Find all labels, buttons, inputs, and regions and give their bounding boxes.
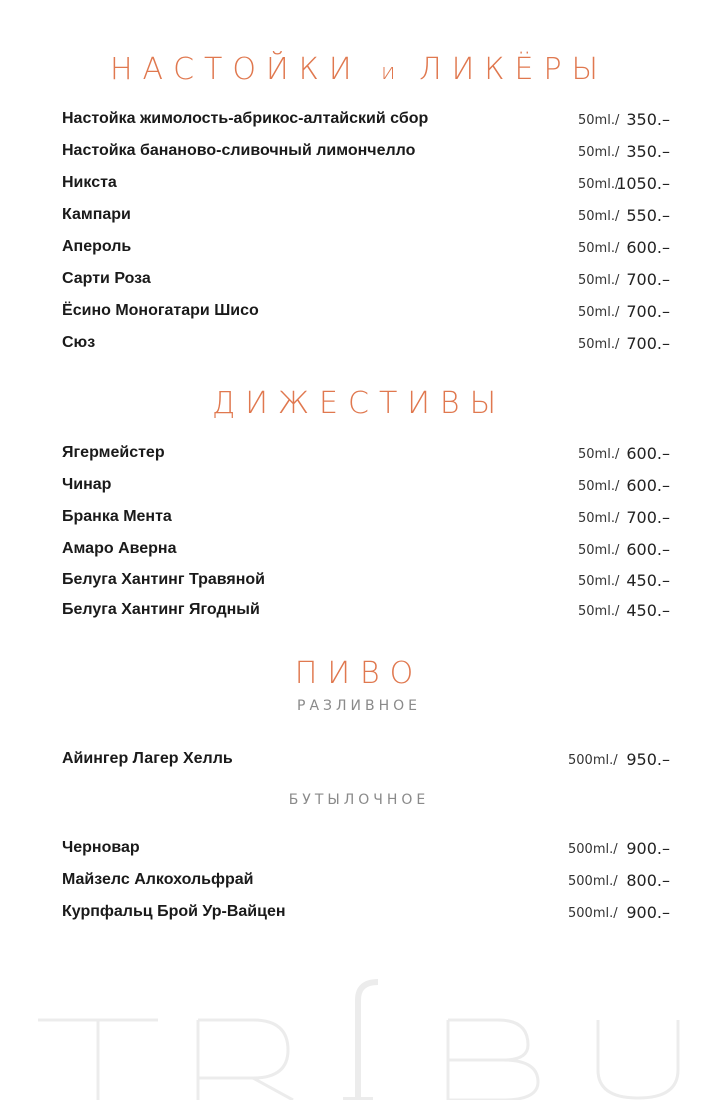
item-volume: 50ml./	[578, 479, 620, 494]
item-volume: 50ml./	[578, 273, 620, 288]
item-name: Никста	[62, 174, 117, 191]
item-price: 700.–	[626, 270, 670, 289]
item-price: 700.–	[626, 508, 670, 527]
item-price: 600.–	[626, 444, 670, 463]
menu-item	[62, 270, 670, 292]
item-name: Амаро Аверна	[62, 540, 177, 557]
item-volume: 50ml./	[578, 511, 620, 526]
item-name: Белуга Хантинг Травяной	[62, 571, 266, 588]
item-price: 700.–	[626, 334, 670, 353]
item-name: Кампари	[62, 206, 131, 223]
menu-item	[62, 750, 670, 772]
item-price: 1050.–	[616, 174, 670, 193]
item-name: Настойка бананово-сливочный лимончелло	[62, 142, 416, 159]
item-price: 350.–	[626, 142, 670, 161]
item-price: 700.–	[626, 302, 670, 321]
item-volume: 500ml./	[568, 842, 618, 857]
subtitle-bottled: БУТЫЛОЧНОЕ	[288, 792, 430, 808]
item-volume: 50ml./	[578, 241, 620, 256]
item-name: Чинар	[62, 476, 112, 493]
item-volume: 50ml./	[578, 209, 620, 224]
item-name: Курпфальц Брой Ур-Вайцен	[62, 903, 286, 920]
menu-item	[62, 571, 670, 593]
menu-item	[62, 142, 670, 164]
menu-item	[62, 476, 670, 498]
item-volume: 50ml./	[578, 113, 620, 128]
item-price: 600.–	[626, 476, 670, 495]
item-volume: 500ml./	[568, 874, 618, 889]
item-price: 600.–	[626, 540, 670, 559]
item-volume: 50ml./	[578, 305, 620, 320]
item-name: Сарти Роза	[62, 270, 151, 287]
item-name: Майзелс Алкохольфрай	[62, 871, 254, 888]
item-volume: 50ml./	[578, 574, 620, 589]
item-price: 600.–	[626, 238, 670, 257]
item-price: 450.–	[626, 571, 670, 590]
item-price: 900.–	[626, 903, 670, 922]
watermark-logo	[38, 960, 698, 1100]
item-volume: 500ml./	[568, 753, 618, 768]
item-price: 550.–	[626, 206, 670, 225]
item-name: Сюз	[62, 334, 96, 351]
item-volume: 50ml./	[578, 145, 620, 160]
menu-item	[62, 238, 670, 260]
subtitle-draft: РАЗЛИВНОЕ	[297, 698, 421, 714]
section-title-liqueurs	[0, 52, 718, 87]
menu-item	[62, 508, 670, 530]
item-price: 450.–	[626, 601, 670, 620]
menu-item	[62, 444, 670, 466]
menu-item	[62, 110, 670, 132]
item-name: Ёсино Моногатари Шисо	[62, 302, 259, 319]
title-part-2: и	[381, 60, 400, 85]
item-name: Ягермейстер	[62, 444, 165, 461]
menu-item	[62, 903, 670, 925]
item-name: Белуга Хантинг Ягодный	[62, 601, 260, 618]
item-name: Настойка жимолость-абрикос-алтайский сбор	[62, 110, 429, 127]
item-price: 800.–	[626, 871, 670, 890]
item-volume: 500ml./	[568, 906, 618, 921]
title-part-3: ЛИКЁРЫ	[419, 52, 608, 87]
item-volume: 50ml./	[578, 604, 620, 619]
menu-item	[62, 206, 670, 228]
menu-item	[62, 302, 670, 324]
item-name: Айингер Лагер Хелль	[62, 750, 233, 767]
item-volume: 50ml./	[578, 177, 620, 192]
item-price: 350.–	[626, 110, 670, 129]
item-name: Апероль	[62, 238, 132, 255]
menu-item	[62, 839, 670, 861]
menu-item	[62, 601, 670, 623]
menu-item	[62, 174, 670, 196]
item-volume: 50ml./	[578, 543, 620, 558]
item-price: 950.–	[626, 750, 670, 769]
title-part-1: НАСТОЙКИ	[109, 52, 362, 87]
item-price: 900.–	[626, 839, 670, 858]
menu-item	[62, 871, 670, 893]
item-volume: 50ml./	[578, 337, 620, 352]
section-title-beer: ПИВО	[294, 656, 424, 691]
menu-item	[62, 540, 670, 562]
menu-item	[62, 334, 670, 356]
section-title-digestives: ДИЖЕСТИВЫ	[211, 386, 507, 421]
item-name: Черновар	[62, 839, 140, 856]
item-name: Бранка Мента	[62, 508, 172, 525]
item-volume: 50ml./	[578, 447, 620, 462]
